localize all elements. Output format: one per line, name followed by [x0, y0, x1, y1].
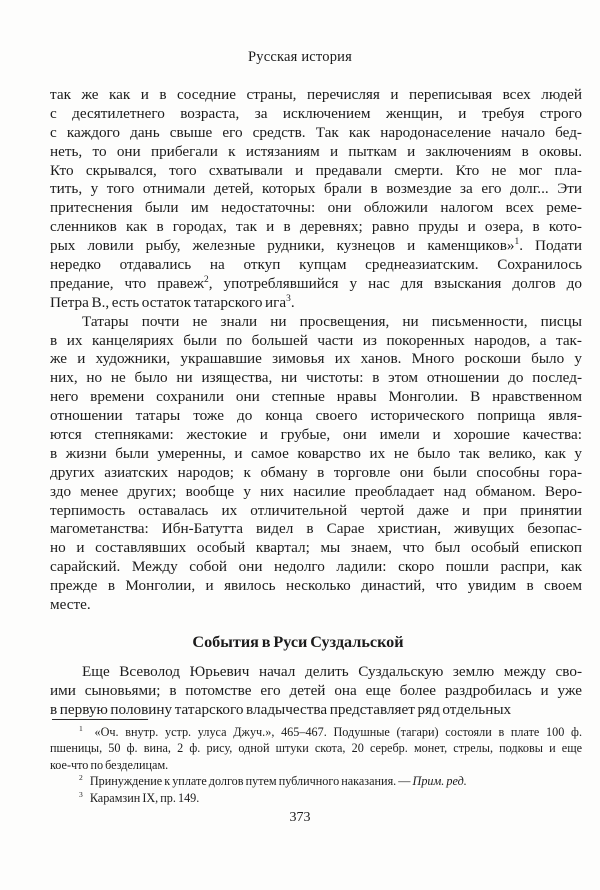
text-line: пшеницы, 50 ф. вина, 2 ф. рису, одной штуки скота, 20 серебр. монет, стрелы, подковы и еще — [50, 741, 582, 756]
text-line: нередко отдавались на откуп купцам среднеазиатским. Сохранилось — [50, 256, 582, 274]
text-line: неть, то они прибегали к истязаниям и пыткам и заключениям в оковы. — [50, 142, 582, 160]
footnote — [50, 773, 582, 789]
text-line: в жизни были умеренны, и самое коварство их не было так велико, как у — [50, 444, 582, 462]
body-text — [50, 86, 582, 720]
text-line: сленников как в городах, так и в деревнях; равно пруды и озера, в кото- — [50, 218, 582, 236]
text-line: отношении татары тоже до конца своего исторического поприща явля- — [50, 407, 582, 425]
text-line: них, но не было ни изящества, ни чистоты: в этом отношении до послед- — [50, 369, 582, 387]
text-line: так же как и в соседние страны, перечисляя и переписывая всех людей — [50, 86, 582, 103]
text-line: Кто скрывался, того схватывали и предавали смерти. Кто не мог пла- — [50, 161, 582, 179]
text-line: Татары почти не знали ни просвещения, ни письменности, писцы — [82, 312, 582, 330]
text-line: Еще Всеволод Юрьевич начал делить Суздальскую землю между сво- — [82, 662, 582, 680]
text-line: ются степняками: жестокие и грубые, они имели и хорошие качества: — [50, 426, 582, 444]
text-line: в их канцеляриях были по большей части из покоренных народов, а так- — [50, 331, 582, 349]
footnote-rule — [52, 719, 148, 720]
text-line: с десятилетнего возраста, за исключением женщин, и требуя строго — [50, 104, 582, 122]
text-line: прежде в Монголии, и явилось несколько династий, что увидим в своем — [50, 577, 582, 595]
text-line: месте. — [50, 596, 91, 614]
text-line: рых ловили рыбу, железные рудники, кузнецов и каменщиков»$^1$. Подати — [50, 237, 582, 255]
text-line: сарайский. Между собой они недолго ладили: скоро пошли распри, как — [50, 558, 582, 576]
text-line: Петра В., есть остаток татарского ига$^3$. — [50, 293, 295, 311]
text-line: терпимость оставалась их отличительной чертой даже и при принятии — [50, 501, 582, 519]
footnote — [50, 724, 582, 773]
text-line: но и составлявших особый квартал; мы знаем, что был особый епископ — [50, 539, 582, 557]
text-line: здо менее других; вообще у них насилие преобладает над обманом. Веро- — [50, 482, 582, 500]
text-line: $^3$ Карамзин IX, пр. 149. — [79, 789, 200, 805]
text-line: с каждого дань свыше его средств. Так как народонаселение начало бед- — [50, 123, 582, 141]
section-heading: События в Руси Суздальской — [192, 632, 404, 651]
text-line: в первую половину татарского владычества представляет ряд отдельных — [50, 700, 512, 718]
page-number: 373 — [289, 810, 311, 825]
text-line: других азиатских народов; к обману в торговле они были способны гора- — [50, 463, 582, 481]
text-line: же и художники, украшавшие зимовья их ханов. Много роскоши было у — [50, 350, 582, 368]
footnote-area — [50, 719, 582, 806]
text-line: тить, у того отнимали детей, которых брали в возмездие за его долг... Эти — [50, 180, 582, 198]
text-line: кое-что по безделицам. — [50, 757, 169, 772]
running-header: Русская история — [247, 49, 352, 65]
text-line: $^2$ Принуждение к уплате долгов путем публичного наказания. — Прим. ред. — [79, 773, 467, 789]
text-line: магометанства: Ибн-Батутта видел в Сарае христиан, живущих безопас- — [50, 520, 582, 538]
text-line: $^1$ «Оч. внутр. устр. улуса Джуч.», 465–467. Подушные (тагари) состояли в плате 100 ф. — [79, 724, 582, 739]
footnote — [50, 790, 582, 806]
paragraph — [50, 663, 582, 720]
text-line: притеснения были им недостаточны: они обложили налогом всех реме- — [50, 199, 582, 217]
text-line: предание, что правеж$^2$, употреблявшийся у нас для взыскания долгов до — [50, 274, 582, 292]
paragraph — [50, 86, 582, 313]
footnotes — [50, 724, 582, 806]
paragraph — [50, 313, 582, 615]
text-line: ими сыновьями; в потомстве его детей она еще более раздробилась и уже — [50, 681, 582, 699]
text-line: него времени сохранили они степные нравы Монголии. В нравственном — [50, 388, 582, 406]
